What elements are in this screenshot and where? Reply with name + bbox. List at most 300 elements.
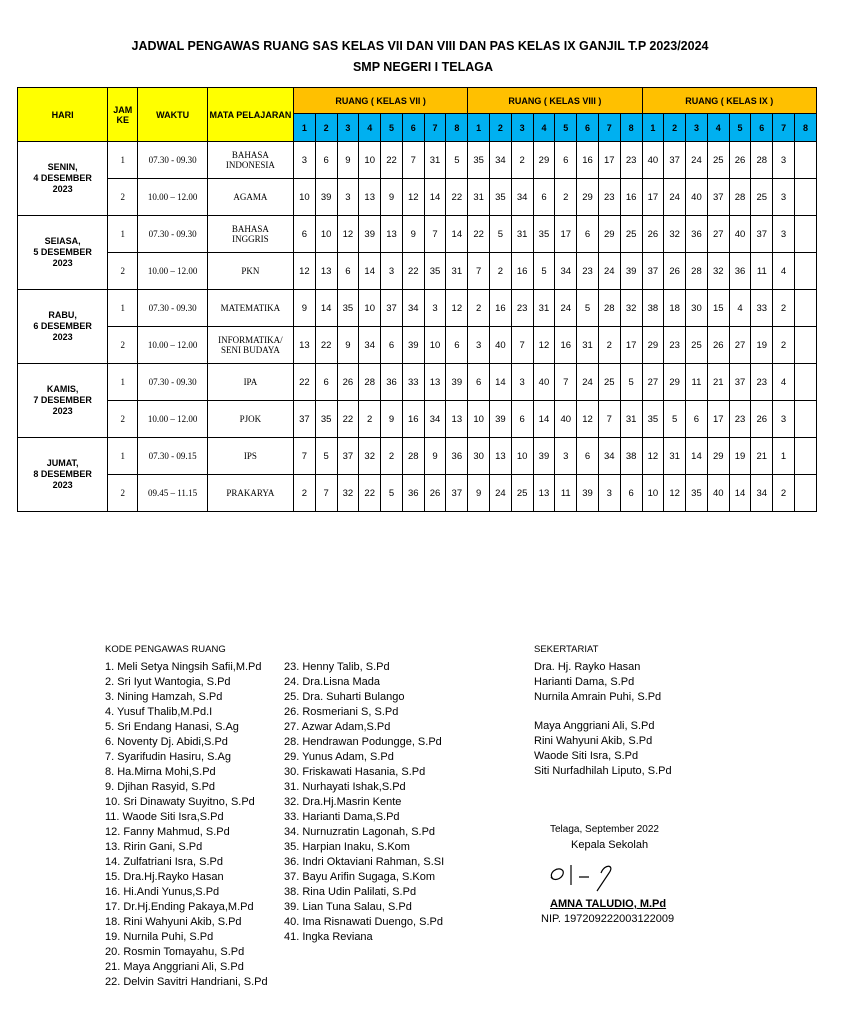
table-row [18, 438, 817, 475]
room-code-cell: 3 [598, 475, 620, 512]
room-code-cell: 10 [511, 438, 533, 475]
pengawas-item: 41. Ingka Reviana [284, 931, 373, 943]
header-jam: JAM KE [108, 88, 138, 142]
room-code-cell: 3 [773, 142, 795, 179]
pengawas-item: 24. Dra.Lisna Mada [284, 676, 380, 688]
pengawas-item: 1. Meli Setya Ningsih Safii,M.Pd [105, 661, 262, 673]
room-code-cell: 23 [664, 327, 686, 364]
sekretariat-item: Nurnila Amrain Puhi, S.Pd [534, 691, 662, 703]
room-code-cell: 34 [751, 475, 773, 512]
room-code-cell: 33 [751, 290, 773, 327]
room-code-cell: 24 [577, 364, 599, 401]
mapel-cell: MATEMATIKA [207, 290, 293, 327]
sekretariat-item: Waode Siti Isra, S.Pd [534, 750, 639, 762]
room-code-cell: 35 [533, 216, 555, 253]
room-code-cell: 5 [620, 364, 642, 401]
mapel-cell: PKN [207, 253, 293, 290]
pengawas-item: 4. Yusuf Thalib,M.Pd.I [105, 706, 213, 718]
room-code-cell: 9 [293, 290, 315, 327]
jam-cell: 2 [108, 179, 138, 216]
room-code-cell: 36 [381, 364, 403, 401]
room-code-cell: 35 [337, 290, 359, 327]
room-code-cell: 17 [555, 216, 577, 253]
pengawas-item: 30. Friskawati Hasania, S.Pd [284, 766, 426, 778]
jam-cell: 1 [108, 438, 138, 475]
waktu-cell: 07.30 - 09.30 [138, 364, 208, 401]
room-number-header: 1 [642, 114, 664, 142]
room-code-cell: 12 [533, 327, 555, 364]
room-code-cell [794, 401, 816, 438]
room-code-cell: 5 [381, 475, 403, 512]
room-code-cell: 39 [402, 327, 424, 364]
room-code-cell: 5 [446, 142, 468, 179]
room-number-header: 2 [315, 114, 337, 142]
pengawas-item: 3. Nining Hamzah, S.Pd [105, 691, 223, 703]
room-code-cell: 6 [337, 253, 359, 290]
room-code-cell: 2 [773, 290, 795, 327]
pengawas-item: 7. Syarifudin Hasiru, S.Ag [105, 751, 231, 763]
room-code-cell: 21 [707, 364, 729, 401]
room-number-header: 8 [446, 114, 468, 142]
room-code-cell: 6 [315, 142, 337, 179]
pengawas-item: 25. Dra. Suharti Bulango [284, 691, 405, 703]
room-code-cell: 35 [468, 142, 490, 179]
room-code-cell: 12 [577, 401, 599, 438]
room-code-cell: 16 [511, 253, 533, 290]
room-number-header: 3 [686, 114, 708, 142]
room-code-cell: 39 [315, 179, 337, 216]
room-code-cell: 23 [751, 364, 773, 401]
room-code-cell: 2 [468, 290, 490, 327]
room-code-cell: 16 [402, 401, 424, 438]
room-code-cell: 10 [359, 290, 381, 327]
room-code-cell: 6 [511, 401, 533, 438]
school-name: SMP NEGERI I TELAGA [352, 60, 494, 74]
room-code-cell: 13 [381, 216, 403, 253]
room-code-cell: 6 [577, 216, 599, 253]
table-row [18, 142, 817, 179]
room-code-cell: 29 [577, 179, 599, 216]
room-code-cell: 9 [337, 142, 359, 179]
day-cell: KAMIS, 7 DESEMBER 2023 [18, 364, 108, 438]
room-code-cell: 13 [490, 438, 512, 475]
room-code-cell: 11 [555, 475, 577, 512]
room-code-cell: 31 [533, 290, 555, 327]
pengawas-item: 17. Dr.Hj.Ending Pakaya,M.Pd [105, 901, 254, 913]
schedule-body [18, 142, 817, 512]
room-code-cell: 30 [686, 290, 708, 327]
room-code-cell: 9 [402, 216, 424, 253]
mapel-cell: BAHASA INGGRIS [207, 216, 293, 253]
waktu-cell: 07.30 - 09.30 [138, 142, 208, 179]
jam-cell: 1 [108, 364, 138, 401]
sekretariat-item: Rini Wahyuni Akib, S.Pd [534, 735, 653, 747]
room-code-cell: 27 [707, 216, 729, 253]
pengawas-item: 11. Waode Siti Isra,S.Pd [105, 811, 224, 823]
jam-cell: 2 [108, 475, 138, 512]
room-code-cell: 24 [555, 290, 577, 327]
room-code-cell: 17 [707, 401, 729, 438]
room-code-cell: 10 [468, 401, 490, 438]
room-code-cell: 25 [751, 179, 773, 216]
room-code-cell: 13 [446, 401, 468, 438]
room-code-cell: 10 [315, 216, 337, 253]
room-code-cell: 6 [555, 142, 577, 179]
room-code-cell: 22 [381, 142, 403, 179]
jam-cell: 2 [108, 253, 138, 290]
jam-cell: 1 [108, 216, 138, 253]
room-number-header: 4 [359, 114, 381, 142]
room-code-cell: 34 [359, 327, 381, 364]
room-number-header: 2 [664, 114, 686, 142]
room-code-cell: 5 [315, 438, 337, 475]
room-code-cell: 31 [511, 216, 533, 253]
room-code-cell: 32 [664, 216, 686, 253]
header-waktu: WAKTU [138, 88, 208, 142]
room-code-cell: 3 [773, 179, 795, 216]
room-code-cell: 37 [381, 290, 403, 327]
room-code-cell: 24 [686, 142, 708, 179]
room-code-cell: 17 [642, 179, 664, 216]
room-code-cell: 38 [642, 290, 664, 327]
room-code-cell: 36 [686, 216, 708, 253]
pengawas-item: 20. Rosmin Tomayahu, S.Pd [105, 946, 245, 958]
room-code-cell: 22 [468, 216, 490, 253]
room-code-cell: 12 [642, 438, 664, 475]
room-code-cell: 19 [751, 327, 773, 364]
room-code-cell: 38 [620, 438, 642, 475]
room-code-cell: 16 [577, 142, 599, 179]
room-code-cell: 39 [577, 475, 599, 512]
pengawas-item: 28. Hendrawan Podungge, S.Pd [284, 736, 442, 748]
room-code-cell: 13 [359, 179, 381, 216]
room-code-cell: 13 [533, 475, 555, 512]
room-code-cell: 3 [468, 327, 490, 364]
room-code-cell: 26 [337, 364, 359, 401]
schedule-table-wrapper [17, 87, 808, 512]
room-code-cell [794, 438, 816, 475]
waktu-cell: 07.30 - 09.30 [138, 290, 208, 327]
room-code-cell: 36 [729, 253, 751, 290]
room-code-cell: 2 [381, 438, 403, 475]
room-code-cell [794, 142, 816, 179]
day-cell: JUMAT, 8 DESEMBER 2023 [18, 438, 108, 512]
pengawas-item: 12. Fanny Mahmud, S.Pd [105, 826, 230, 838]
mapel-cell: AGAMA [207, 179, 293, 216]
table-row [18, 253, 817, 290]
jam-cell: 2 [108, 327, 138, 364]
room-code-cell: 24 [490, 475, 512, 512]
room-code-cell: 9 [424, 438, 446, 475]
room-code-cell: 31 [664, 438, 686, 475]
room-code-cell: 28 [686, 253, 708, 290]
room-code-cell [794, 475, 816, 512]
table-row [18, 401, 817, 438]
mapel-cell: IPS [207, 438, 293, 475]
room-code-cell: 7 [315, 475, 337, 512]
room-code-cell: 3 [773, 216, 795, 253]
room-code-cell: 25 [511, 475, 533, 512]
room-code-cell: 3 [773, 401, 795, 438]
waktu-cell: 10.00 – 12.00 [138, 401, 208, 438]
room-code-cell [794, 364, 816, 401]
room-code-cell: 28 [359, 364, 381, 401]
room-code-cell: 19 [729, 438, 751, 475]
room-code-cell: 25 [598, 364, 620, 401]
room-number-header: 2 [490, 114, 512, 142]
jam-cell: 1 [108, 142, 138, 179]
room-code-cell: 6 [686, 401, 708, 438]
room-code-cell: 10 [642, 475, 664, 512]
room-code-cell: 36 [446, 438, 468, 475]
room-number-header: 6 [751, 114, 773, 142]
room-code-cell: 25 [707, 142, 729, 179]
room-code-cell: 31 [620, 401, 642, 438]
room-code-cell: 10 [293, 179, 315, 216]
room-code-cell: 5 [664, 401, 686, 438]
room-number-header: 4 [533, 114, 555, 142]
room-code-cell: 4 [729, 290, 751, 327]
room-code-cell: 26 [664, 253, 686, 290]
room-code-cell: 16 [490, 290, 512, 327]
room-number-header: 1 [468, 114, 490, 142]
room-code-cell: 28 [751, 142, 773, 179]
room-code-cell: 35 [424, 253, 446, 290]
room-code-cell: 34 [424, 401, 446, 438]
room-number-header: 4 [707, 114, 729, 142]
room-code-cell: 22 [446, 179, 468, 216]
room-code-cell: 14 [686, 438, 708, 475]
jam-cell: 2 [108, 401, 138, 438]
room-code-cell: 29 [664, 364, 686, 401]
room-code-cell: 3 [424, 290, 446, 327]
room-code-cell: 6 [315, 364, 337, 401]
sign-place-date: Telaga, September 2022 [550, 824, 659, 835]
room-code-cell: 22 [293, 364, 315, 401]
room-code-cell: 40 [686, 179, 708, 216]
pengawas-item: 15. Dra.Hj.Rayko Hasan [105, 871, 224, 883]
mapel-cell: IPA [207, 364, 293, 401]
pengawas-item: 9. Djihan Rasyid, S.Pd [105, 781, 216, 793]
table-row [18, 364, 817, 401]
kode-list-col2 [284, 660, 444, 945]
kode-list-col1 [105, 660, 268, 990]
room-code-cell: 39 [533, 438, 555, 475]
room-code-cell: 22 [315, 327, 337, 364]
room-code-cell: 29 [533, 142, 555, 179]
signature-name: AMNA TALUDIO, M.Pd [550, 898, 667, 910]
waktu-cell: 09.45 – 11.15 [138, 475, 208, 512]
table-row [18, 216, 817, 253]
pengawas-item: 33. Harianti Dama,S.Pd [284, 811, 400, 823]
room-code-cell: 37 [751, 216, 773, 253]
pengawas-item: 21. Maya Anggriani Ali, S.Pd [105, 961, 244, 973]
room-code-cell: 3 [511, 364, 533, 401]
room-number-header: 5 [555, 114, 577, 142]
room-number-header: 5 [381, 114, 403, 142]
room-code-cell: 4 [773, 253, 795, 290]
pengawas-item: 39. Lian Tuna Salau, S.Pd [284, 901, 412, 913]
pengawas-item: 40. Ima Risnawati Duengo, S.Pd [284, 916, 443, 928]
room-code-cell: 9 [381, 401, 403, 438]
room-code-cell: 11 [751, 253, 773, 290]
room-code-cell: 34 [490, 142, 512, 179]
day-cell: SEIASA, 5 DESEMBER 2023 [18, 216, 108, 290]
room-code-cell [794, 179, 816, 216]
room-code-cell: 34 [555, 253, 577, 290]
room-code-cell: 40 [533, 364, 555, 401]
room-code-cell: 31 [446, 253, 468, 290]
pengawas-item: 18. Rini Wahyuni Akib, S.Pd [105, 916, 242, 928]
room-code-cell: 28 [402, 438, 424, 475]
day-cell: SENIN, 4 DESEMBER 2023 [18, 142, 108, 216]
room-number-header: 8 [794, 114, 816, 142]
waktu-cell: 10.00 – 12.00 [138, 179, 208, 216]
room-code-cell: 12 [402, 179, 424, 216]
room-code-cell: 14 [359, 253, 381, 290]
room-code-cell: 40 [642, 142, 664, 179]
room-code-cell: 5 [577, 290, 599, 327]
room-code-cell: 32 [707, 253, 729, 290]
room-code-cell: 2 [359, 401, 381, 438]
table-row [18, 179, 817, 216]
pengawas-item: 35. Harpian Inaku, S.Kom [284, 841, 410, 853]
pengawas-item: 14. Zulfatriani Isra, S.Pd [105, 856, 223, 868]
pengawas-item: 38. Rina Udin Palilati, S.Pd [284, 886, 417, 898]
room-code-cell: 16 [555, 327, 577, 364]
room-number-header: 6 [577, 114, 599, 142]
room-code-cell: 6 [577, 438, 599, 475]
kode-section [105, 642, 226, 657]
room-number-header: 7 [424, 114, 446, 142]
room-code-cell: 24 [598, 253, 620, 290]
room-code-cell: 3 [293, 142, 315, 179]
room-code-cell: 6 [468, 364, 490, 401]
room-code-cell: 16 [620, 179, 642, 216]
room-code-cell: 2 [293, 475, 315, 512]
header-ruang-kelas-vii: RUANG ( KELAS VII ) [293, 88, 467, 114]
room-code-cell: 37 [729, 364, 751, 401]
room-code-cell [794, 290, 816, 327]
document-title: JADWAL PENGAWAS RUANG SAS KELAS VII DAN VIII DAN PAS KELAS IX GANJIL T.P 2023/2024 [131, 39, 709, 53]
mapel-cell: PJOK [207, 401, 293, 438]
pengawas-item: 6. Noventy Dj. Abidi,S.Pd [105, 736, 228, 748]
schedule-table [17, 87, 817, 512]
room-code-cell: 7 [468, 253, 490, 290]
room-code-cell: 11 [686, 364, 708, 401]
header-hari: HARI [18, 88, 108, 142]
table-row [18, 327, 817, 364]
sekretariat-item: Siti Nurfadhilah Liputo, S.Pd [534, 765, 672, 777]
pengawas-item: 10. Sri Dinawaty Suyitno, S.Pd [105, 796, 255, 808]
room-code-cell: 5 [490, 216, 512, 253]
room-code-cell: 22 [359, 475, 381, 512]
room-code-cell: 31 [424, 142, 446, 179]
pengawas-item: 8. Ha.Mirna Mohi,S.Pd [105, 766, 216, 778]
room-number-header: 6 [402, 114, 424, 142]
pengawas-item: 32. Dra.Hj.Masrin Kente [284, 796, 402, 808]
room-code-cell: 28 [598, 290, 620, 327]
day-cell: RABU, 6 DESEMBER 2023 [18, 290, 108, 364]
sekretariat-list-1 [534, 660, 661, 705]
sekretariat-title: SEKERTARIAT [534, 644, 599, 655]
kode-title: KODE PENGAWAS RUANG [105, 644, 226, 655]
room-code-cell: 14 [315, 290, 337, 327]
room-code-cell: 14 [424, 179, 446, 216]
room-code-cell: 7 [293, 438, 315, 475]
room-code-cell: 36 [402, 475, 424, 512]
signature-nip: NIP. 197209222003122009 [541, 913, 675, 925]
room-code-cell: 40 [707, 475, 729, 512]
room-code-cell: 5 [533, 253, 555, 290]
room-code-cell: 2 [511, 142, 533, 179]
room-code-cell: 35 [490, 179, 512, 216]
room-code-cell: 37 [446, 475, 468, 512]
room-code-cell: 14 [490, 364, 512, 401]
room-code-cell: 35 [642, 401, 664, 438]
room-number-header: 1 [293, 114, 315, 142]
room-code-cell: 2 [490, 253, 512, 290]
room-code-cell: 34 [511, 179, 533, 216]
room-code-cell: 2 [773, 327, 795, 364]
room-code-cell: 3 [337, 179, 359, 216]
room-code-cell: 3 [381, 253, 403, 290]
waktu-cell: 10.00 – 12.00 [138, 327, 208, 364]
room-code-cell: 9 [337, 327, 359, 364]
room-code-cell: 32 [359, 438, 381, 475]
room-code-cell: 26 [707, 327, 729, 364]
room-code-cell [794, 216, 816, 253]
room-code-cell: 7 [555, 364, 577, 401]
pengawas-item: 5. Sri Endang Hanasi, S.Ag [105, 721, 239, 733]
room-code-cell: 2 [555, 179, 577, 216]
room-code-cell: 14 [729, 475, 751, 512]
room-code-cell: 39 [446, 364, 468, 401]
room-code-cell: 35 [315, 401, 337, 438]
pengawas-item: 22. Delvin Savitri Handriani, S.Pd [105, 976, 268, 988]
sekretariat-item: Maya Anggriani Ali, S.Pd [534, 720, 655, 732]
waktu-cell: 10.00 – 12.00 [138, 253, 208, 290]
room-code-cell: 37 [293, 401, 315, 438]
room-code-cell: 7 [598, 401, 620, 438]
sekretariat-section [534, 642, 598, 657]
room-code-cell: 29 [642, 327, 664, 364]
room-code-cell [794, 327, 816, 364]
room-code-cell: 12 [664, 475, 686, 512]
room-code-cell: 13 [424, 364, 446, 401]
room-code-cell: 4 [773, 364, 795, 401]
pengawas-item: 19. Nurnila Puhi, S.Pd [105, 931, 214, 943]
room-code-cell: 24 [664, 179, 686, 216]
room-code-cell: 25 [686, 327, 708, 364]
mapel-cell: BAHASA INDONESIA [207, 142, 293, 179]
signature-icon [545, 855, 635, 895]
room-code-cell: 29 [598, 216, 620, 253]
room-code-cell: 14 [446, 216, 468, 253]
pengawas-item: 27. Azwar Adam,S.Pd [284, 721, 391, 733]
room-code-cell: 26 [751, 401, 773, 438]
room-code-cell: 23 [729, 401, 751, 438]
room-code-cell: 32 [620, 290, 642, 327]
pengawas-item: 34. Nurnuzratin Lagonah, S.Pd [284, 826, 436, 838]
room-code-cell: 1 [773, 438, 795, 475]
room-code-cell: 2 [598, 327, 620, 364]
room-code-cell: 23 [511, 290, 533, 327]
mapel-cell: INFORMATIKA/ SENI BUDAYA [207, 327, 293, 364]
jam-cell: 1 [108, 290, 138, 327]
room-code-cell: 40 [555, 401, 577, 438]
room-code-cell: 39 [620, 253, 642, 290]
